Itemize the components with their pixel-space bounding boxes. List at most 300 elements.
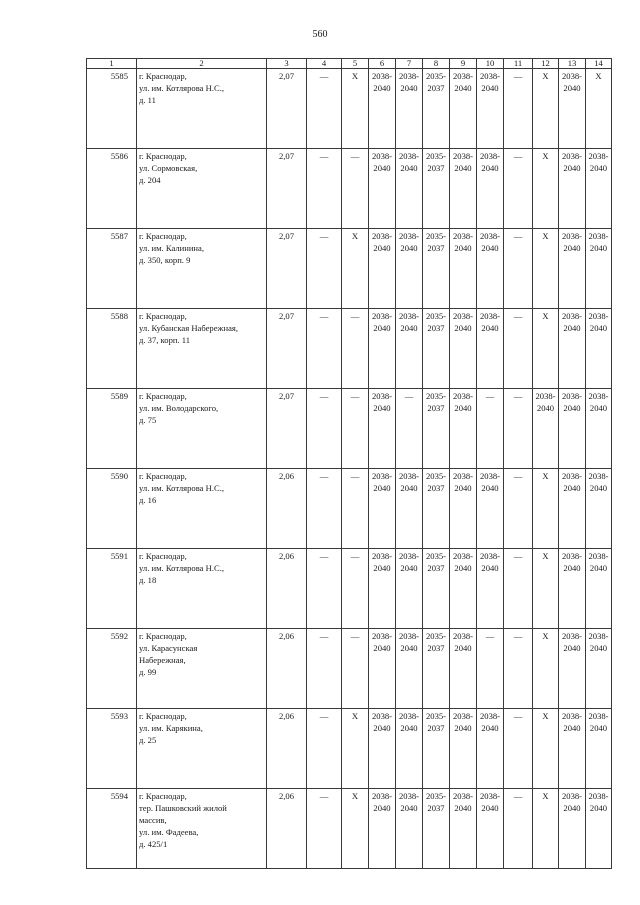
year-end: 2040 bbox=[400, 803, 418, 813]
year-range-cell bbox=[423, 389, 450, 469]
x-mark-cell: X bbox=[342, 69, 369, 149]
year-start: 2038- bbox=[452, 471, 474, 481]
year-range-cell bbox=[559, 469, 586, 549]
table-row bbox=[87, 69, 612, 149]
year-start: 2035- bbox=[425, 471, 447, 481]
x-mark-cell: X bbox=[533, 69, 559, 149]
year-start: 2038- bbox=[398, 471, 420, 481]
year-end: 2040 bbox=[563, 83, 581, 93]
year-start: 2038- bbox=[535, 391, 556, 401]
year-end: 2040 bbox=[563, 483, 581, 493]
column-number-header: 7 bbox=[396, 59, 423, 69]
dash-cell: — bbox=[504, 469, 533, 549]
x-mark-cell: X bbox=[533, 309, 559, 389]
address-line: ул. им. Котлярова Н.С., bbox=[139, 563, 224, 573]
year-range-cell bbox=[586, 629, 612, 709]
x-mark-cell: X bbox=[533, 469, 559, 549]
year-end: 2040 bbox=[373, 643, 391, 653]
address-line: г. Краснодар, bbox=[139, 151, 187, 161]
year-start: 2038- bbox=[371, 311, 393, 321]
year-range-cell bbox=[559, 229, 586, 309]
address-line: ул. им. Калинина, bbox=[139, 243, 204, 253]
year-end: 2040 bbox=[373, 83, 391, 93]
year-range-cell bbox=[450, 69, 477, 149]
year-start: 2038- bbox=[398, 231, 420, 241]
year-start: 2038- bbox=[479, 711, 501, 721]
address-line: г. Краснодар, bbox=[139, 711, 187, 721]
dash-cell: — bbox=[504, 709, 533, 789]
coefficient-value: 2,06 bbox=[267, 469, 307, 549]
year-end: 2040 bbox=[400, 483, 418, 493]
dash-cell: — bbox=[307, 709, 342, 789]
address-line: д. 99 bbox=[139, 667, 157, 677]
year-start: 2038- bbox=[588, 391, 609, 401]
year-range-cell bbox=[559, 789, 586, 869]
dash-cell: — bbox=[504, 149, 533, 229]
year-start: 2038- bbox=[371, 791, 393, 801]
year-end: 2040 bbox=[373, 323, 391, 333]
year-end: 2040 bbox=[481, 803, 499, 813]
year-end: 2040 bbox=[454, 243, 472, 253]
address-cell bbox=[137, 69, 267, 149]
year-end: 2040 bbox=[454, 643, 472, 653]
year-end: 2040 bbox=[536, 403, 555, 413]
year-range-cell bbox=[450, 709, 477, 789]
year-start: 2035- bbox=[425, 391, 447, 401]
year-range-cell bbox=[423, 229, 450, 309]
year-range-cell bbox=[396, 549, 423, 629]
address-cell bbox=[137, 549, 267, 629]
year-range-cell bbox=[559, 629, 586, 709]
year-end: 2040 bbox=[563, 403, 581, 413]
year-start: 2038- bbox=[371, 391, 393, 401]
year-start: 2038- bbox=[588, 231, 609, 241]
address-cell bbox=[137, 229, 267, 309]
address-cell bbox=[137, 709, 267, 789]
dash-cell: — bbox=[342, 629, 369, 709]
year-range-cell bbox=[450, 389, 477, 469]
table-row bbox=[87, 789, 612, 869]
address-line: г. Краснодар, bbox=[139, 471, 187, 481]
address-line: д. 37, корп. 11 bbox=[139, 335, 191, 345]
page-number: 560 bbox=[312, 29, 328, 40]
dash-cell: — bbox=[307, 549, 342, 629]
year-range-cell bbox=[586, 229, 612, 309]
year-range-cell bbox=[423, 629, 450, 709]
x-mark-cell: X bbox=[342, 789, 369, 869]
coefficient-value: 2,07 bbox=[267, 309, 307, 389]
year-range-cell bbox=[423, 469, 450, 549]
year-end: 2037 bbox=[427, 83, 445, 93]
record-number: 5588 bbox=[87, 309, 137, 389]
year-range-cell bbox=[586, 389, 612, 469]
coefficient-value: 2,07 bbox=[267, 69, 307, 149]
address-line: г. Краснодар, bbox=[139, 71, 187, 81]
year-range-cell bbox=[369, 709, 396, 789]
year-end: 2037 bbox=[427, 403, 445, 413]
address-line: г. Краснодар, bbox=[139, 791, 187, 801]
year-range-cell bbox=[396, 789, 423, 869]
year-start: 2038- bbox=[398, 791, 420, 801]
year-range-cell bbox=[396, 149, 423, 229]
year-range-cell bbox=[477, 549, 504, 629]
year-start: 2038- bbox=[588, 311, 609, 321]
year-end: 2040 bbox=[454, 563, 472, 573]
dash-cell: — bbox=[307, 229, 342, 309]
year-start: 2038- bbox=[561, 151, 583, 161]
dash-cell: — bbox=[342, 309, 369, 389]
year-range-cell bbox=[477, 789, 504, 869]
year-start: 2038- bbox=[371, 71, 393, 81]
year-range-cell bbox=[450, 309, 477, 389]
address-cell bbox=[137, 469, 267, 549]
year-start: 2038- bbox=[452, 391, 474, 401]
year-start: 2038- bbox=[588, 631, 609, 641]
year-start: 2038- bbox=[479, 791, 501, 801]
x-mark-cell: X bbox=[342, 229, 369, 309]
year-end: 2040 bbox=[563, 803, 581, 813]
year-start: 2038- bbox=[398, 151, 420, 161]
year-range-cell bbox=[450, 629, 477, 709]
address-line: г. Краснодар, bbox=[139, 551, 187, 561]
year-start: 2038- bbox=[561, 311, 583, 321]
address-cell bbox=[137, 149, 267, 229]
year-start: 2038- bbox=[452, 791, 474, 801]
x-mark-cell: X bbox=[533, 709, 559, 789]
year-range-cell bbox=[559, 389, 586, 469]
year-start: 2038- bbox=[479, 551, 501, 561]
column-number-header: 9 bbox=[450, 59, 477, 69]
year-range-cell bbox=[369, 629, 396, 709]
year-range-cell bbox=[477, 709, 504, 789]
year-end: 2040 bbox=[373, 803, 391, 813]
x-mark-cell: X bbox=[586, 69, 612, 149]
address-line: ул. им. Котлярова Н.С., bbox=[139, 483, 224, 493]
column-number-header: 1 bbox=[87, 59, 137, 69]
year-range-cell bbox=[369, 149, 396, 229]
year-start: 2038- bbox=[588, 791, 609, 801]
coefficient-value: 2,07 bbox=[267, 229, 307, 309]
year-start: 2038- bbox=[479, 231, 501, 241]
x-mark-cell: X bbox=[533, 629, 559, 709]
address-line: д. 425/1 bbox=[139, 839, 168, 849]
year-range-cell bbox=[450, 229, 477, 309]
year-start: 2038- bbox=[561, 231, 583, 241]
address-line: д. 18 bbox=[139, 575, 157, 585]
year-range-cell bbox=[477, 469, 504, 549]
year-range-cell bbox=[423, 149, 450, 229]
year-end: 2040 bbox=[454, 163, 472, 173]
address-line: ул. им. Фадеева, bbox=[139, 827, 199, 837]
address-cell bbox=[137, 789, 267, 869]
year-range-cell bbox=[369, 69, 396, 149]
year-range-cell bbox=[423, 69, 450, 149]
column-number-header: 13 bbox=[559, 59, 586, 69]
year-end: 2040 bbox=[400, 323, 418, 333]
year-start: 2035- bbox=[425, 791, 447, 801]
year-range-cell bbox=[450, 549, 477, 629]
column-number-header: 12 bbox=[533, 59, 559, 69]
year-end: 2040 bbox=[454, 403, 472, 413]
year-start: 2038- bbox=[371, 711, 393, 721]
year-range-cell bbox=[369, 229, 396, 309]
year-start: 2035- bbox=[425, 231, 447, 241]
year-range-cell bbox=[369, 469, 396, 549]
table-row bbox=[87, 469, 612, 549]
year-start: 2038- bbox=[588, 711, 609, 721]
address-cell bbox=[137, 309, 267, 389]
year-end: 2040 bbox=[481, 83, 499, 93]
address-cell bbox=[137, 389, 267, 469]
year-end: 2040 bbox=[373, 163, 391, 173]
year-range-cell bbox=[369, 389, 396, 469]
dash-cell: — bbox=[307, 69, 342, 149]
year-start: 2035- bbox=[425, 631, 447, 641]
address-line: ул. Кубанская Набережная, bbox=[139, 323, 238, 333]
dash-cell: — bbox=[504, 549, 533, 629]
address-line: д. 75 bbox=[139, 415, 157, 425]
year-range-cell bbox=[477, 69, 504, 149]
year-end: 2040 bbox=[589, 163, 608, 173]
year-range-cell bbox=[369, 549, 396, 629]
dash-cell: — bbox=[396, 389, 423, 469]
year-start: 2038- bbox=[561, 711, 583, 721]
year-range-cell bbox=[396, 629, 423, 709]
coefficient-value: 2,06 bbox=[267, 789, 307, 869]
year-end: 2037 bbox=[427, 803, 445, 813]
year-start: 2035- bbox=[425, 151, 447, 161]
year-range-cell bbox=[450, 469, 477, 549]
year-end: 2037 bbox=[427, 723, 445, 733]
year-start: 2038- bbox=[452, 711, 474, 721]
year-range-cell bbox=[586, 549, 612, 629]
year-end: 2040 bbox=[373, 563, 391, 573]
x-mark-cell: X bbox=[533, 229, 559, 309]
dash-cell: — bbox=[504, 309, 533, 389]
address-line: д. 350, корп. 9 bbox=[139, 255, 191, 265]
table-row bbox=[87, 389, 612, 469]
year-start: 2038- bbox=[371, 471, 393, 481]
record-number: 5590 bbox=[87, 469, 137, 549]
year-start: 2038- bbox=[398, 711, 420, 721]
year-start: 2038- bbox=[452, 71, 474, 81]
year-start: 2038- bbox=[398, 311, 420, 321]
year-end: 2037 bbox=[427, 563, 445, 573]
year-start: 2035- bbox=[425, 711, 447, 721]
year-start: 2038- bbox=[452, 551, 474, 561]
coefficient-value: 2,07 bbox=[267, 149, 307, 229]
address-line: д. 11 bbox=[139, 95, 156, 105]
year-start: 2038- bbox=[398, 631, 420, 641]
year-start: 2038- bbox=[371, 551, 393, 561]
year-end: 2040 bbox=[400, 643, 418, 653]
year-start: 2038- bbox=[371, 151, 393, 161]
year-start: 2038- bbox=[452, 231, 474, 241]
address-line: тер. Пашковский жилой bbox=[139, 803, 227, 813]
year-start: 2038- bbox=[561, 791, 583, 801]
record-number: 5591 bbox=[87, 549, 137, 629]
year-end: 2040 bbox=[400, 723, 418, 733]
year-end: 2040 bbox=[454, 803, 472, 813]
x-mark-cell: X bbox=[533, 789, 559, 869]
year-end: 2040 bbox=[481, 323, 499, 333]
year-end: 2040 bbox=[454, 83, 472, 93]
address-line: д. 16 bbox=[139, 495, 157, 505]
year-end: 2040 bbox=[481, 483, 499, 493]
address-line: ул. Карасунская bbox=[139, 643, 198, 653]
dash-cell: — bbox=[307, 469, 342, 549]
address-cell bbox=[137, 629, 267, 709]
dash-cell: — bbox=[307, 789, 342, 869]
record-number: 5594 bbox=[87, 789, 137, 869]
year-end: 2040 bbox=[400, 563, 418, 573]
year-range-cell bbox=[450, 789, 477, 869]
column-number-header: 8 bbox=[423, 59, 450, 69]
year-end: 2040 bbox=[589, 243, 608, 253]
year-end: 2040 bbox=[481, 163, 499, 173]
year-end: 2040 bbox=[563, 643, 581, 653]
year-end: 2040 bbox=[563, 163, 581, 173]
coefficient-value: 2,06 bbox=[267, 709, 307, 789]
address-line: г. Краснодар, bbox=[139, 311, 187, 321]
year-start: 2038- bbox=[371, 631, 393, 641]
year-range-cell bbox=[423, 709, 450, 789]
year-range-cell bbox=[396, 709, 423, 789]
year-range-cell bbox=[586, 709, 612, 789]
year-range-cell bbox=[477, 149, 504, 229]
column-number-header: 14 bbox=[586, 59, 612, 69]
column-number-header: 11 bbox=[504, 59, 533, 69]
dash-cell: — bbox=[342, 469, 369, 549]
address-line: г. Краснодар, bbox=[139, 231, 187, 241]
year-range-cell bbox=[423, 549, 450, 629]
dash-cell: — bbox=[504, 69, 533, 149]
dash-cell: — bbox=[477, 629, 504, 709]
address-line: ул. им. Карякина, bbox=[139, 723, 203, 733]
dash-cell: — bbox=[307, 309, 342, 389]
year-end: 2040 bbox=[481, 563, 499, 573]
coefficient-value: 2,06 bbox=[267, 549, 307, 629]
year-range-cell bbox=[396, 69, 423, 149]
address-line: г. Краснодар, bbox=[139, 631, 187, 641]
dash-cell: — bbox=[504, 629, 533, 709]
year-range-cell bbox=[586, 469, 612, 549]
column-number-header: 5 bbox=[342, 59, 369, 69]
year-range-cell bbox=[559, 309, 586, 389]
year-end: 2040 bbox=[589, 483, 608, 493]
year-start: 2038- bbox=[398, 551, 420, 561]
year-range-cell bbox=[559, 709, 586, 789]
year-start: 2035- bbox=[425, 311, 447, 321]
year-end: 2040 bbox=[589, 643, 608, 653]
x-mark-cell: X bbox=[533, 149, 559, 229]
record-number: 5589 bbox=[87, 389, 137, 469]
year-start: 2038- bbox=[398, 71, 420, 81]
year-end: 2040 bbox=[589, 563, 608, 573]
header-row bbox=[87, 59, 612, 69]
year-end: 2040 bbox=[589, 803, 608, 813]
record-number: 5585 bbox=[87, 69, 137, 149]
year-start: 2038- bbox=[588, 551, 609, 561]
year-start: 2035- bbox=[425, 551, 447, 561]
year-start: 2038- bbox=[561, 71, 583, 81]
column-number-header: 6 bbox=[369, 59, 396, 69]
column-number-header: 10 bbox=[477, 59, 504, 69]
dash-cell: — bbox=[307, 389, 342, 469]
address-line: г. Краснодар, bbox=[139, 391, 187, 401]
year-start: 2038- bbox=[452, 311, 474, 321]
year-start: 2038- bbox=[561, 391, 583, 401]
year-range-cell bbox=[369, 309, 396, 389]
year-end: 2040 bbox=[481, 243, 499, 253]
dash-cell: — bbox=[477, 389, 504, 469]
year-end: 2040 bbox=[400, 163, 418, 173]
year-end: 2040 bbox=[454, 723, 472, 733]
year-end: 2040 bbox=[400, 243, 418, 253]
column-number-header: 4 bbox=[307, 59, 342, 69]
year-end: 2040 bbox=[589, 403, 608, 413]
year-range-cell bbox=[423, 309, 450, 389]
year-range-cell bbox=[396, 469, 423, 549]
dash-cell: — bbox=[504, 389, 533, 469]
year-end: 2040 bbox=[589, 723, 608, 733]
record-number: 5593 bbox=[87, 709, 137, 789]
year-end: 2040 bbox=[454, 483, 472, 493]
dash-cell: — bbox=[342, 389, 369, 469]
x-mark-cell: X bbox=[533, 549, 559, 629]
year-start: 2035- bbox=[425, 71, 447, 81]
year-range-cell bbox=[586, 789, 612, 869]
address-line: ул. им. Володарского, bbox=[139, 403, 219, 413]
table-row bbox=[87, 549, 612, 629]
dash-cell: — bbox=[342, 549, 369, 629]
year-range-cell bbox=[533, 389, 559, 469]
year-range-cell bbox=[477, 229, 504, 309]
address-line: д. 204 bbox=[139, 175, 161, 185]
dash-cell: — bbox=[307, 629, 342, 709]
address-line: ул. им. Котлярова Н.С., bbox=[139, 83, 224, 93]
year-start: 2038- bbox=[588, 151, 609, 161]
year-range-cell bbox=[477, 309, 504, 389]
table-row bbox=[87, 309, 612, 389]
column-number-header: 2 bbox=[137, 59, 267, 69]
record-number: 5592 bbox=[87, 629, 137, 709]
year-range-cell bbox=[586, 309, 612, 389]
year-end: 2040 bbox=[373, 243, 391, 253]
year-end: 2040 bbox=[563, 243, 581, 253]
year-end: 2040 bbox=[454, 323, 472, 333]
address-line: д. 25 bbox=[139, 735, 157, 745]
year-range-cell bbox=[396, 309, 423, 389]
year-end: 2037 bbox=[427, 483, 445, 493]
year-start: 2038- bbox=[561, 631, 583, 641]
record-number: 5586 bbox=[87, 149, 137, 229]
year-end: 2040 bbox=[400, 83, 418, 93]
year-end: 2040 bbox=[563, 563, 581, 573]
year-range-cell bbox=[369, 789, 396, 869]
year-start: 2038- bbox=[371, 231, 393, 241]
year-end: 2040 bbox=[563, 723, 581, 733]
year-start: 2038- bbox=[479, 311, 501, 321]
year-start: 2038- bbox=[452, 151, 474, 161]
year-end: 2040 bbox=[589, 323, 608, 333]
year-start: 2038- bbox=[588, 471, 609, 481]
coefficient-value: 2,07 bbox=[267, 389, 307, 469]
dash-cell: — bbox=[307, 149, 342, 229]
year-end: 2037 bbox=[427, 323, 445, 333]
year-range-cell bbox=[396, 229, 423, 309]
year-start: 2038- bbox=[479, 71, 501, 81]
